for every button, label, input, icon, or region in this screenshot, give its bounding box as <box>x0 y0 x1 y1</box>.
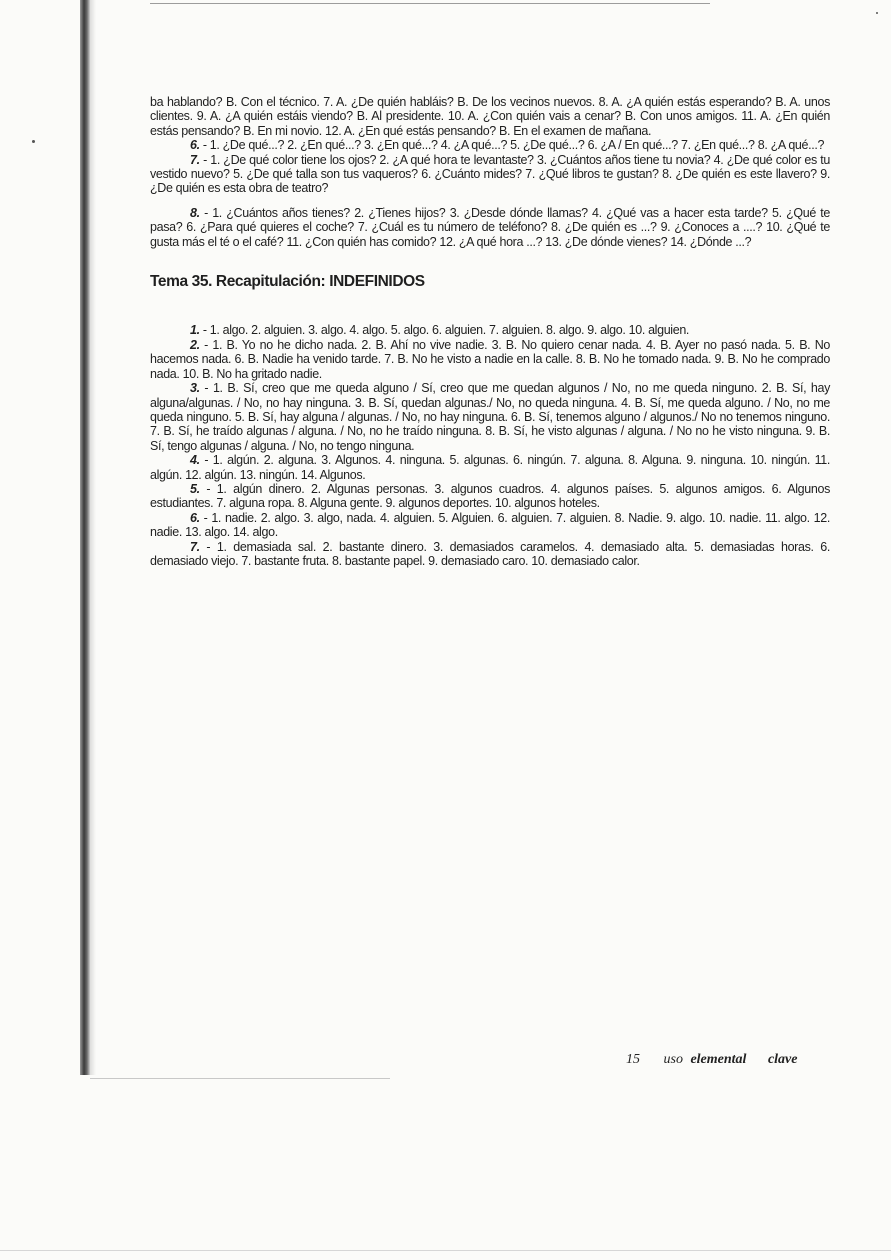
exercise-number: 5. <box>190 481 200 496</box>
exercise-text: - 1. B. Yo no he dicho nada. 2. B. Ahí no vive nadie. 3. B. No quiero cenar nada. 4. B. Ayer no pasó nada. 5. B. No hacemos nada. 6. B. Nadie ha venido tarde. 7. B. No he visto a nadie en la calle. 8. B. No he tomado nada. 9. B. No he comprado nada. 10. B. No ha gritado nadie. <box>150 337 830 381</box>
binding-shadow <box>90 0 96 1075</box>
exercise-answers <box>150 138 830 152</box>
top-scan-rule <box>150 3 710 4</box>
exercise-text: - 1. ¿De qué...? 2. ¿En qué...? 3. ¿En qué...? 4. ¿A qué...? 5. ¿De qué...? 6. ¿A / En qué...? 7. ¿En qué...? 8. ¿A qué...? <box>199 138 825 153</box>
exercise-answers <box>150 381 830 453</box>
footer-series-clave: clave <box>767 1052 798 1067</box>
answer-key-text <box>150 95 830 568</box>
page-number: 15 <box>626 1052 640 1067</box>
bottom-scan-rule <box>90 1078 390 1079</box>
exercise-text: - 1. algún. 2. alguna. 3. Algunos. 4. ninguna. 5. algunas. 6. ningún. 7. alguna. 8. Alguna. 9. ninguna. 10. ningún. 11. algún. 12. algún. 13. ningún. 14. Algunos. <box>150 453 830 482</box>
exercise-number: 8. <box>190 205 200 220</box>
exercise-number: 4. <box>190 453 200 468</box>
exercise-text: - 1. B. Sí, creo que me queda alguno / Sí, creo que me quedan algunos / No, no me queda ninguno. 2. B. Sí, hay alguna/algunas. / No, no hay ninguna. 3. B. Sí, quedan algunas./ No, no queda ninguna. 4. B. Sí, me queda alguno. / No, no me queda ninguno. 5. B. Sí, hay alguna / algunas. / No, no hay ninguna. 6. B. Sí, tenemos alguno / algunos./ No no tenemos ninguno. 7. B. Sí, he traído algunas / alguna. / No, no he traído ninguna. 8. B. Sí, he visto algunas / alguna. / No no he visto ninguna. 9. B. Sí, tengo algunas / alguna. / No, no tengo ninguna. <box>150 381 830 453</box>
exercise-answers <box>150 511 830 540</box>
exercise-number: 6. <box>190 510 200 525</box>
exercise-number: 6. <box>190 138 200 153</box>
section-heading-topic: INDEFINIDOS <box>329 273 425 291</box>
exercise-number: 2. <box>190 337 200 352</box>
exercise-answers <box>150 323 830 337</box>
exercise-number: 3. <box>190 381 200 396</box>
exercise-text: - 1. algún dinero. 2. Algunas personas. 3. algunos cuadros. 4. algunos países. 5. algunos amigos. 6. Algunos estudiantes. 7. alguna ropa. 8. Alguna gente. 9. algunos deportes. 10. algunos hoteles. <box>150 481 830 511</box>
section-heading <box>150 275 830 289</box>
exercise-text: - 1. ¿Cuántos años tienes? 2. ¿Tienes hijos? 3. ¿Desde dónde llamas? 4. ¿Qué vas a hacer esta tarde? 5. ¿Qué te pasa? 6. ¿Para qué quieres el coche? 7. ¿Cuál es tu número de teléfono? 8. ¿De quién es ...? 9. ¿Conoces a ....? 10. ¿Qué te gusta más el té o el café? 11. ¿Con quién has comido? 12. ¿A qué hora ...? 13. ¿De dónde vienes? 14. ¿Dónde ...? <box>150 205 830 249</box>
exercise-number: 7. <box>190 152 200 167</box>
scan-speck <box>32 140 35 143</box>
paragraph-text: ba hablando? B. Con el técnico. 7. A. ¿De quién habláis? B. De los vecinos nuevos. 8. A. ¿A quién estás esperando? B. A. unos clientes. 9. A. ¿A quién estáis viendo? B. Al presidente. 10. A. ¿Con quién vais a cenar? B. Con unos amigos. 11. A. ¿En quién estás pensando? B. En mi novio. 12. A. ¿En qué estás pensando? B. En el examen de mañana. <box>150 95 830 138</box>
book-binding-edge <box>80 0 90 1075</box>
exercise-answers <box>150 153 830 196</box>
exercise-text: - 1. nadie. 2. algo. 3. algo, nada. 4. alguien. 5. Alguien. 6. alguien. 7. alguien. 8. Nadie. 9. algo. 10. nadie. 11. algo. 12. nadie. 13. algo. 14. algo. <box>150 510 830 540</box>
section-heading-prefix: Tema 35. Recapitulación: <box>150 273 330 291</box>
exercise-answers <box>150 338 830 381</box>
footer-series-level: elemental <box>690 1052 747 1067</box>
exercise-answers <box>150 453 830 482</box>
page-bottom-line <box>0 1250 891 1251</box>
scan-speck <box>876 12 878 14</box>
footer-series-uso: uso <box>663 1052 683 1067</box>
exercise-answers <box>150 206 830 249</box>
page-footer <box>626 1052 797 1068</box>
exercise-answers <box>150 482 830 511</box>
exercise-answers <box>150 540 830 569</box>
exercise-text: - 1. algo. 2. alguien. 3. algo. 4. algo. 5. algo. 6. alguien. 7. alguien. 8. algo. 9. algo. 10. alguien. <box>199 323 690 338</box>
exercise-number: 7. <box>190 539 200 554</box>
exercise-text: - 1. demasiada sal. 2. bastante dinero. 3. demasiados caramelos. 4. demasiado alta. 5. demasiadas horas. 6. demasiado viejo. 7. bastante fruta. 8. bastante papel. 9. demasiado caro. 10. demasiado calor. <box>150 539 830 568</box>
exercise-text: - 1. ¿De qué color tiene los ojos? 2. ¿A qué hora te levantaste? 3. ¿Cuántos años tiene tu novia? 4. ¿De qué color es tu vestido nuevo? 5. ¿De qué talla son tus vaqueros? 6. ¿Cuánto mides? 7. ¿Qué libros te gustan? 8. ¿De quién es este llavero? 9. ¿De quién es esta obra de teatro? <box>150 152 830 196</box>
continuation-paragraph <box>150 95 830 138</box>
exercise-number: 1. <box>190 323 200 338</box>
